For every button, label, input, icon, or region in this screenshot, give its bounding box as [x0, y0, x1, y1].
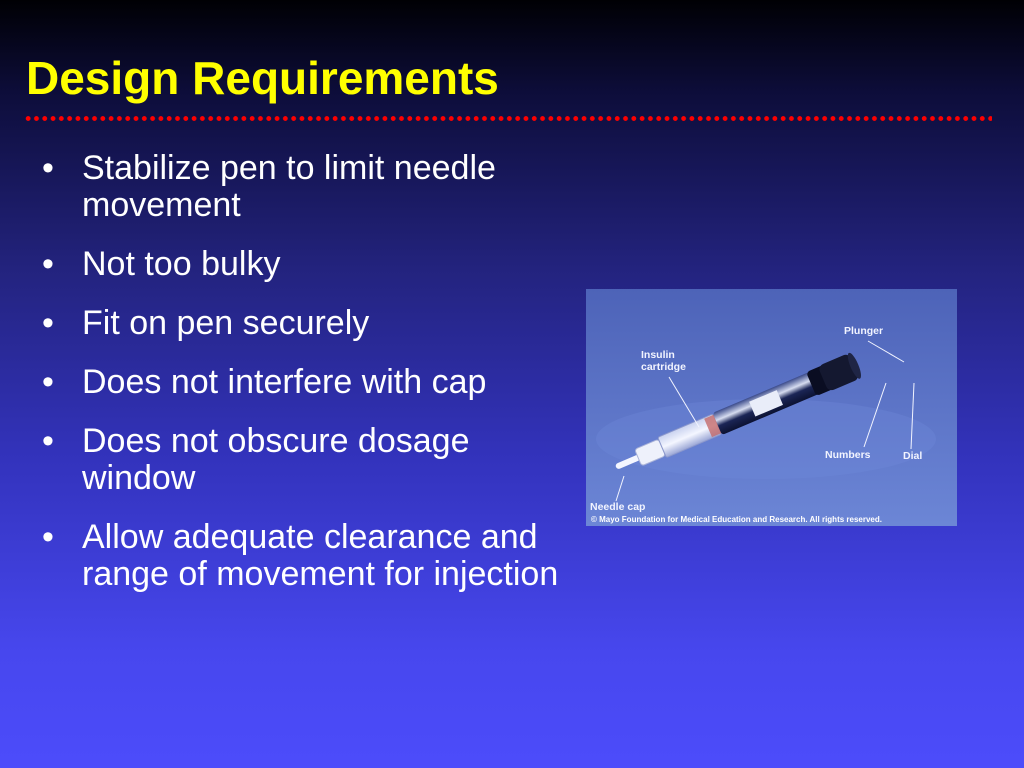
bullet-marker: •	[42, 422, 54, 460]
insulin-pen-photo	[586, 289, 957, 526]
bullet-item	[42, 305, 562, 342]
bullet-marker: •	[42, 304, 54, 342]
title-divider	[24, 116, 992, 121]
bullet-text: Allow adequate clearance and range of movement for injection	[82, 518, 559, 593]
needle-cap-label: Needle cap	[590, 501, 646, 513]
numbers-label: Numbers	[825, 449, 871, 461]
bullet-item	[42, 519, 562, 593]
bullet-item	[42, 150, 562, 224]
insulin-cartridge-label-line1: Insulin	[641, 349, 675, 361]
insulin-cartridge-label-line2: cartridge	[641, 361, 686, 373]
photo-copyright: © Mayo Foundation for Medical Education and Research. All rights reserved.	[591, 515, 882, 524]
bullet-text: Stabilize pen to limit needle movement	[82, 149, 496, 224]
bullet-marker: •	[42, 518, 54, 556]
slide-title: Design Requirements	[26, 52, 499, 104]
bullet-marker: •	[42, 149, 54, 187]
bullet-item	[42, 423, 562, 497]
bullet-list	[42, 150, 562, 615]
bullet-marker: •	[42, 245, 54, 283]
bullet-text: Does not obscure dosage window	[82, 422, 470, 497]
bullet-text: Fit on pen securely	[82, 304, 370, 342]
bullet-item	[42, 364, 562, 401]
insulin-pen-illustration	[586, 289, 957, 526]
bullet-item	[42, 246, 562, 283]
bullet-text: Does not interfere with cap	[82, 363, 487, 401]
bullet-text: Not too bulky	[82, 245, 281, 283]
dial-label: Dial	[903, 450, 923, 462]
plunger-label: Plunger	[844, 325, 884, 337]
bullet-marker: •	[42, 363, 54, 401]
